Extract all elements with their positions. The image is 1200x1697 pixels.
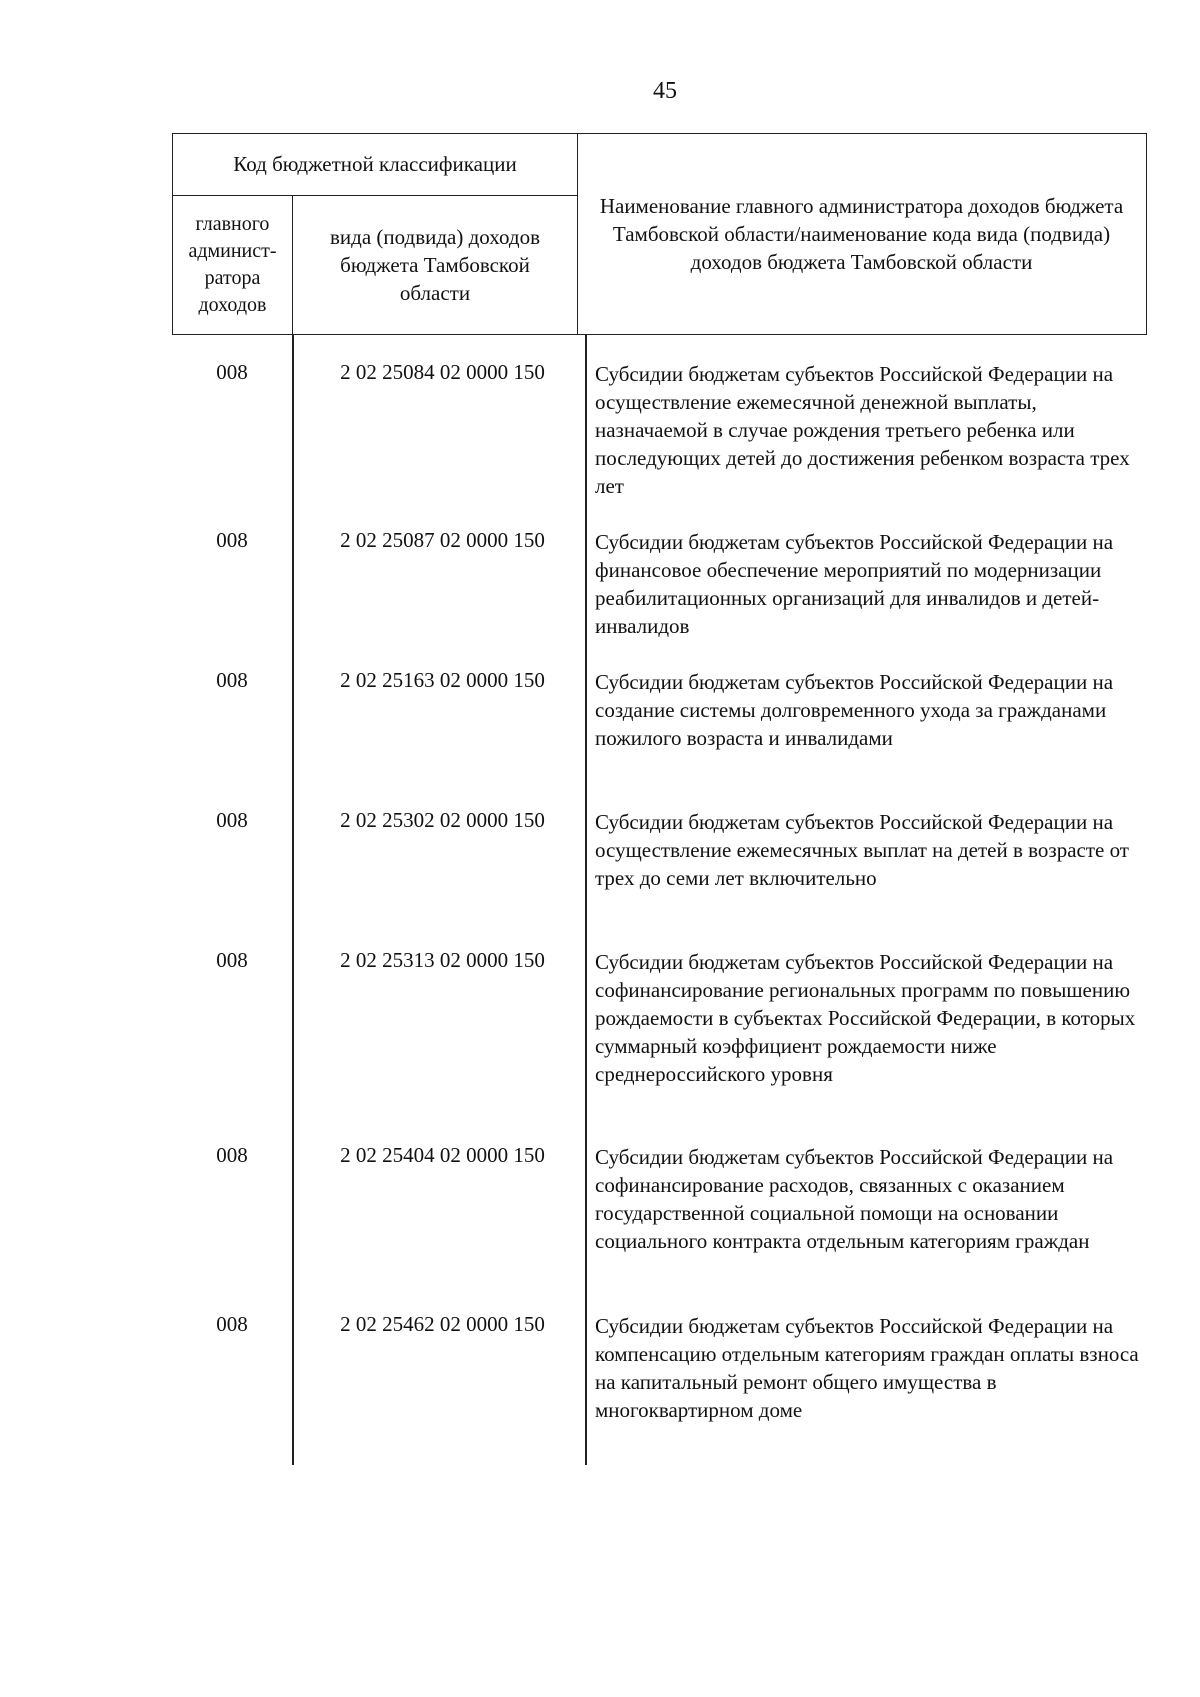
revenue-name-cell: Субсидии бюджетам субъектов Российской Федерации на финансовое обеспечение мероприятий по модернизации реабилитационных организаций для инвалидов и детей-инвалидов <box>595 530 1114 638</box>
header-admin-line: ратора <box>204 267 261 289</box>
revenue-code-cell: 2 02 25302 02 0000 150 <box>340 808 545 832</box>
admin-code-cell: 008 <box>216 948 248 972</box>
table-header <box>172 133 1147 335</box>
revenue-name-cell: Субсидии бюджетам субъектов Российской Федерации на осуществление ежемесячных выплат на детей в возрасте от трех до семи лет включительно <box>595 810 1129 890</box>
header-revenue-kind-column: вида (подвида) доходов бюджета Тамбовской области <box>293 196 578 334</box>
column-divider-1 <box>292 335 294 1465</box>
revenue-code-cell: 2 02 25163 02 0000 150 <box>340 668 545 692</box>
revenue-code-cell: 2 02 25087 02 0000 150 <box>340 528 545 552</box>
revenue-name-cell: Субсидии бюджетам субъектов Российской Федерации на софинансирование региональных программ по повышению рождаемости в субъектах Российской Федерации, в которых суммарный коэффициент рождаемости ниже среднероссийского уровня <box>595 950 1136 1086</box>
header-admin-column <box>173 196 293 334</box>
admin-code-cell: 008 <box>216 360 248 384</box>
admin-code-cell: 008 <box>216 668 248 692</box>
revenue-code-cell: 2 02 25462 02 0000 150 <box>340 1312 545 1336</box>
page-number: 45 <box>653 78 677 104</box>
header-name-column: Наименование главного администратора доходов бюджета Тамбовской области/наименование кода вида (подвида) доходов бюджета Тамбовской области <box>599 194 1124 274</box>
header-admin-line: доходов <box>198 294 267 316</box>
admin-code-cell: 008 <box>216 808 248 832</box>
revenue-name-cell: Субсидии бюджетам субъектов Российской Федерации на софинансирование расходов, связанных с оказанием государственной социальной помощи на основании социального контракта отдельным категориям граждан <box>595 1145 1114 1253</box>
header-admin-line: главного <box>195 213 270 235</box>
revenue-name-cell: Субсидии бюджетам субъектов Российской Федерации на компенсацию отдельным категориям граждан оплаты взноса на капитальный ремонт общего имущества в многоквартирном доме <box>595 1314 1139 1422</box>
admin-code-cell: 008 <box>216 528 248 552</box>
admin-code-cell: 008 <box>216 1312 248 1336</box>
revenue-code-cell: 2 02 25084 02 0000 150 <box>340 360 545 384</box>
header-admin-line: админист- <box>188 240 277 262</box>
column-divider-2 <box>585 335 587 1465</box>
revenue-code-cell: 2 02 25404 02 0000 150 <box>340 1143 545 1167</box>
revenue-code-cell: 2 02 25313 02 0000 150 <box>340 948 545 972</box>
header-budget-classification-code: Код бюджетной классификации <box>173 134 578 196</box>
revenue-name-cell: Субсидии бюджетам субъектов Российской Федерации на создание системы долговременного ухода за гражданами пожилого возраста и инвалидами <box>595 670 1114 750</box>
revenue-name-cell: Субсидии бюджетам субъектов Российской Федерации на осуществление ежемесячной денежной выплаты, назначаемой в случае рождения третьего ребенка или последующих детей до достижения ребенком возраста трех лет <box>595 362 1130 498</box>
admin-code-cell: 008 <box>216 1143 248 1167</box>
